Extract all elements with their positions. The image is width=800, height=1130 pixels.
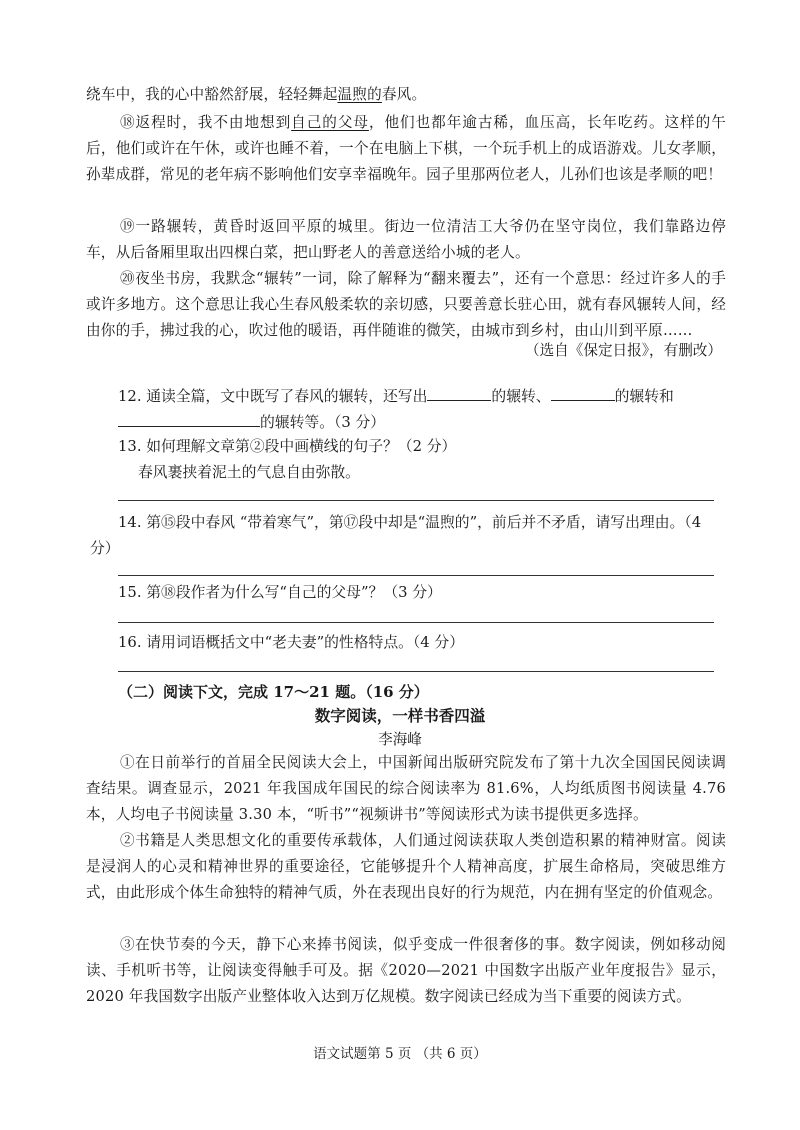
answer-line[interactable] [118, 575, 714, 576]
section-heading: （二）阅读下文，完成 17～21 题。（16 分） [118, 683, 429, 701]
article-paragraph-3: ③在快节奏的今天，静下心来捧书阅读，似乎变成一件很奢侈的事。数字阅读，例如移动阅读、手机听书等，让阅读变得触手可及。据《2020—2021 中国数字出版产业年度报告》显示，2020 年我国数字出版产业整体收入达到万亿规模。数字阅读已经成为当下重要的阅读方式。 [86, 936, 726, 1005]
answer-line[interactable] [118, 622, 714, 623]
question-16: 16. 请用词语概括文中“老夫妻”的性格特点。（4 分） [118, 634, 465, 651]
answer-blank[interactable] [427, 384, 491, 401]
answer-blank[interactable] [118, 410, 260, 427]
answer-line[interactable] [118, 500, 714, 501]
question-13: 13. 如何理解文章第②段中画横线的句子？（2 分） [118, 438, 457, 455]
paragraph-20: ⑳夜坐书房，我默念“辗转”一词，除了解释为“翻来覆去”，还有一个意思：经过许多人的手或许多地方。这个意思让我心生春风般柔软的亲切感，只要善意长驻心田，就有春风辗转人间，经由你的手，拂过我的心，吹过他的暖语，再伴随谁的微笑，由城市到乡村，由山川到平原…… [86, 270, 726, 339]
article-author: 李海峰 [378, 731, 422, 748]
source-citation: （选自《保定日报》，有删改） [524, 342, 722, 359]
article-title: 数字阅读，一样书香四溢 [314, 706, 486, 725]
article-paragraph-2: ②书籍是人类思想文化的重要传承载体，人们通过阅读获取人类创造积累的精神财富。阅读是浸润人的心灵和精神世界的重要途径，它能够提升个人精神高度，扩展生命格局，突破思维方式，由此形成个体生命独特的精神气质，外在表现出良好的行为规范，内在拥有坚定的价值观念。 [86, 832, 726, 901]
paragraph-19: ⑲一路辗转，黄昏时返回平原的城里。街边一位清洁工大爷仍在坚守岗位，我们靠路边停车，从后备厢里取出四棵白菜，把山野老人的善意送给小城的老人。 [86, 218, 726, 261]
question-13-quote: 春风裹挟着泥土的气息自由弥散。 [138, 464, 360, 481]
underlined-phrase: 自己的父母 [291, 114, 369, 131]
answer-blank[interactable] [551, 384, 615, 401]
page-footer: 语文试题第 5 页 （共 6 页） [313, 1046, 487, 1062]
question-12: 12. 通读全篇，文中既写了春风的辗转，还写出 的辗转、 的辗转和 的辗转等。（3 分） [118, 384, 728, 436]
paragraph-18: ⑱返程时，我不由地想到自己的父母，他们也都年逾古稀，血压高，长年吃药。这样的午后，他们或许在午休，或许也睡不着，一个在电脑上下棋，一个玩手机上的成语游戏。儿女孝顺，孙辈成群，常见的老年病不影响他们安享幸福晚年。园子里那两位老人，儿孙们也该是孝顺的吧！ [86, 114, 726, 183]
answer-line[interactable] [118, 671, 714, 672]
underlined-phrase: 温煦的 [337, 86, 382, 103]
question-14: 14. 第⑮段中春风 “带着寒气”，第⑰段中却是“温煦的”，前后并不矛盾，请写出理由。（4 分） [90, 514, 702, 557]
question-15: 15. 第⑱段作者为什么写“自己的父母”？（3 分） [118, 584, 442, 601]
paragraph-continued: 绕车中，我的心中豁然舒展，轻轻舞起温煦的春风。 [86, 86, 427, 103]
article-paragraph-1: ①在日前举行的首届全民阅读大会上，中国新闻出版研究院发布了第十九次全国国民阅读调查结果。调查显示，2021 年我国成年国民的综合阅读率为 81.6%，人均纸质图书阅读量 4.76 本，人均电子书阅读量 3.30 本，“听书”“视频讲书”等阅读形式为读书提供更多选择。 [86, 754, 726, 823]
